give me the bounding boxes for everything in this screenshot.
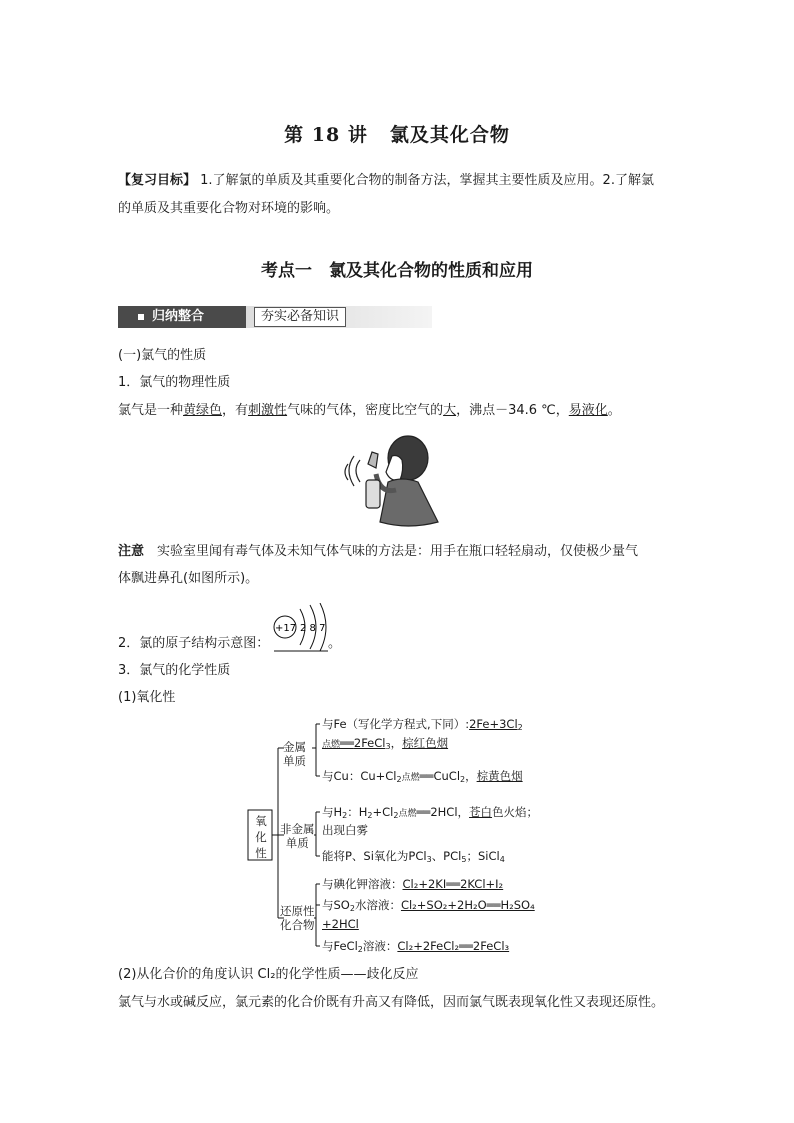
t: ：H — [347, 805, 368, 819]
t: 与FeCl — [322, 939, 358, 953]
physical-props-text — [118, 402, 621, 420]
fecl2-equation: Cl₂+2FeCl₂══2FeCl₃ — [397, 939, 510, 953]
t: 2FeCl — [353, 736, 386, 750]
t: 水溶液： — [354, 898, 401, 912]
answer-liquefy: 易液化 — [568, 403, 608, 418]
fecl2-line: 与FeCl$_2$溶液：Cl₂+2FeCl₂══2FeCl₃ — [322, 939, 510, 954]
lecture-topic: 氯及其化合物 — [389, 124, 510, 146]
banner-right-label: 夯实必备知识 — [254, 307, 346, 327]
cu-line: 与Cu：$Cu+Cl_2$点燃══CuCl$_2$，棕黄色烟 — [322, 769, 523, 784]
branch-label: 单质 — [283, 754, 306, 768]
root-char: 性 — [255, 846, 267, 860]
branch-metal — [283, 740, 306, 768]
so2-equation-end: +2HCl — [322, 917, 359, 931]
fe-line2 — [322, 736, 448, 754]
branch-nonmetal — [280, 822, 315, 850]
t: 气味的气体，密度比空气的 — [287, 403, 444, 418]
h2-line2: 出现白雾 — [322, 823, 368, 837]
goals-text-1: 1.了解氯的单质及其重要化合物的制备方法，掌握其主要性质及应用。2.了解氯 — [196, 173, 654, 188]
condition: 点燃 — [398, 809, 417, 819]
banner-left-label: 归纳整合 — [152, 309, 205, 324]
t: +Cl — [372, 805, 394, 819]
t: 与H — [322, 805, 343, 819]
t: 2Fe+3Cl — [469, 717, 518, 731]
section-banner — [118, 306, 432, 328]
answer-flame: 苍白 — [469, 805, 493, 819]
t: 与SO — [322, 898, 350, 912]
fe-eq-part1: $2Fe+3Cl_2$ — [469, 717, 523, 732]
oxidizing-heading: (1)氧化性 — [118, 690, 176, 705]
chlorine-heading: (一)氯气的性质 — [118, 348, 207, 363]
review-goals-line1 — [118, 172, 654, 190]
t: 2HCl， — [430, 805, 470, 819]
square-icon — [138, 314, 144, 320]
nucleus-charge: +17 — [275, 623, 297, 634]
t: 、PCl — [431, 849, 462, 863]
t: 。 — [607, 403, 621, 418]
atom-end: 。 — [328, 636, 342, 651]
review-goals-line2: 的单质及其重要化合物对环境的影响。 — [118, 201, 340, 216]
t: 与Cu：Cu+Cl — [322, 769, 397, 783]
t: 与Fe（写化学方程式,下同）: — [322, 717, 470, 731]
p-si-line: 能将P、Si氧化为PCl$_3$、PCl$_5$；SiCl$_4$ — [322, 849, 505, 864]
ki-equation: Cl₂+2KI══2KCl+I₂ — [402, 877, 504, 891]
section-title: 考点一 氯及其化合物的性质和应用 — [261, 261, 533, 281]
branch-label: 非金属 — [280, 822, 315, 836]
disproportionation-text: 氯气与水或碱反应，氯元素的化合价既有升高又有降低，因而氯气既表现氧化性又表现还原性。 — [118, 995, 665, 1010]
t: 与碘化钾溶液： — [322, 877, 403, 891]
t: 氯气是一种 — [118, 403, 184, 418]
root-char: 化 — [255, 830, 267, 844]
root-char: 氧 — [255, 814, 267, 828]
electron-shells: 2 8 7 — [300, 623, 326, 634]
lecture-number: 第 18 讲 — [284, 124, 368, 146]
t: 溶液： — [362, 939, 398, 953]
t: ， — [465, 769, 477, 783]
page-title — [0, 120, 794, 147]
condition: 点燃 — [401, 773, 420, 783]
h2-line1: 与$H_2$：$H_2+Cl_2$点燃══2HCl，苍白色火焰； — [322, 805, 539, 820]
so2-line: 与$SO_2$水溶液：Cl₂+SO₂+2H₂O══H₂SO₄ — [322, 898, 535, 913]
answer-color: 黄绿色 — [183, 403, 223, 418]
so2-equation: Cl₂+SO₂+2H₂O══H₂SO₄ — [400, 898, 535, 912]
wafting-illustration — [340, 420, 450, 530]
fe-eq-part2: 点燃══2FeCl$_3$ — [322, 736, 391, 751]
chem-props-heading: 3．氯气的化学性质 — [118, 663, 231, 678]
t: ，有 — [222, 403, 249, 418]
branch-label: 金属 — [283, 740, 306, 754]
answer-cu-smoke: 棕黄色烟 — [476, 769, 523, 783]
note-text: 实验室里闻有毒气体及未知气体气味的方法是：用手在瓶口轻轻扇动，仅使极少量气 — [144, 544, 639, 559]
so2-line2 — [322, 917, 359, 931]
tree-root — [251, 813, 271, 861]
t: 能将P、Si氧化为PCl — [322, 849, 427, 863]
ki-line — [322, 877, 503, 891]
answer-fe-smoke: 棕红色烟 — [402, 736, 449, 750]
answer-density: 大 — [443, 403, 457, 418]
t: ， — [390, 736, 403, 750]
t: ；SiCl — [466, 849, 500, 863]
fe-line1 — [322, 717, 523, 735]
t: 色火焰； — [492, 805, 539, 819]
branch-label: 化合物 — [280, 918, 315, 932]
note-line1 — [118, 543, 638, 561]
branch-reductant — [280, 904, 315, 932]
branch-label: 单质 — [285, 836, 309, 850]
note-label: 注意 — [118, 544, 145, 559]
answer-smell: 刺激性 — [248, 403, 288, 418]
t: CuCl — [433, 769, 461, 783]
disproportionation-heading: (2)从化合价的角度认识 Cl₂的化学性质——歧化反应 — [118, 967, 419, 982]
physical-props-heading: 1．氯气的物理性质 — [118, 375, 231, 390]
t: ，沸点－34.6 ℃， — [456, 403, 569, 418]
note-line2: 体飘进鼻孔(如图所示)。 — [118, 571, 259, 586]
goals-label: 【复习目标】 — [118, 173, 197, 188]
branch-label: 还原性 — [280, 904, 315, 918]
atom-structure-label: 2．氯的原子结构示意图： — [118, 636, 270, 651]
condition: 点燃 — [322, 740, 341, 750]
